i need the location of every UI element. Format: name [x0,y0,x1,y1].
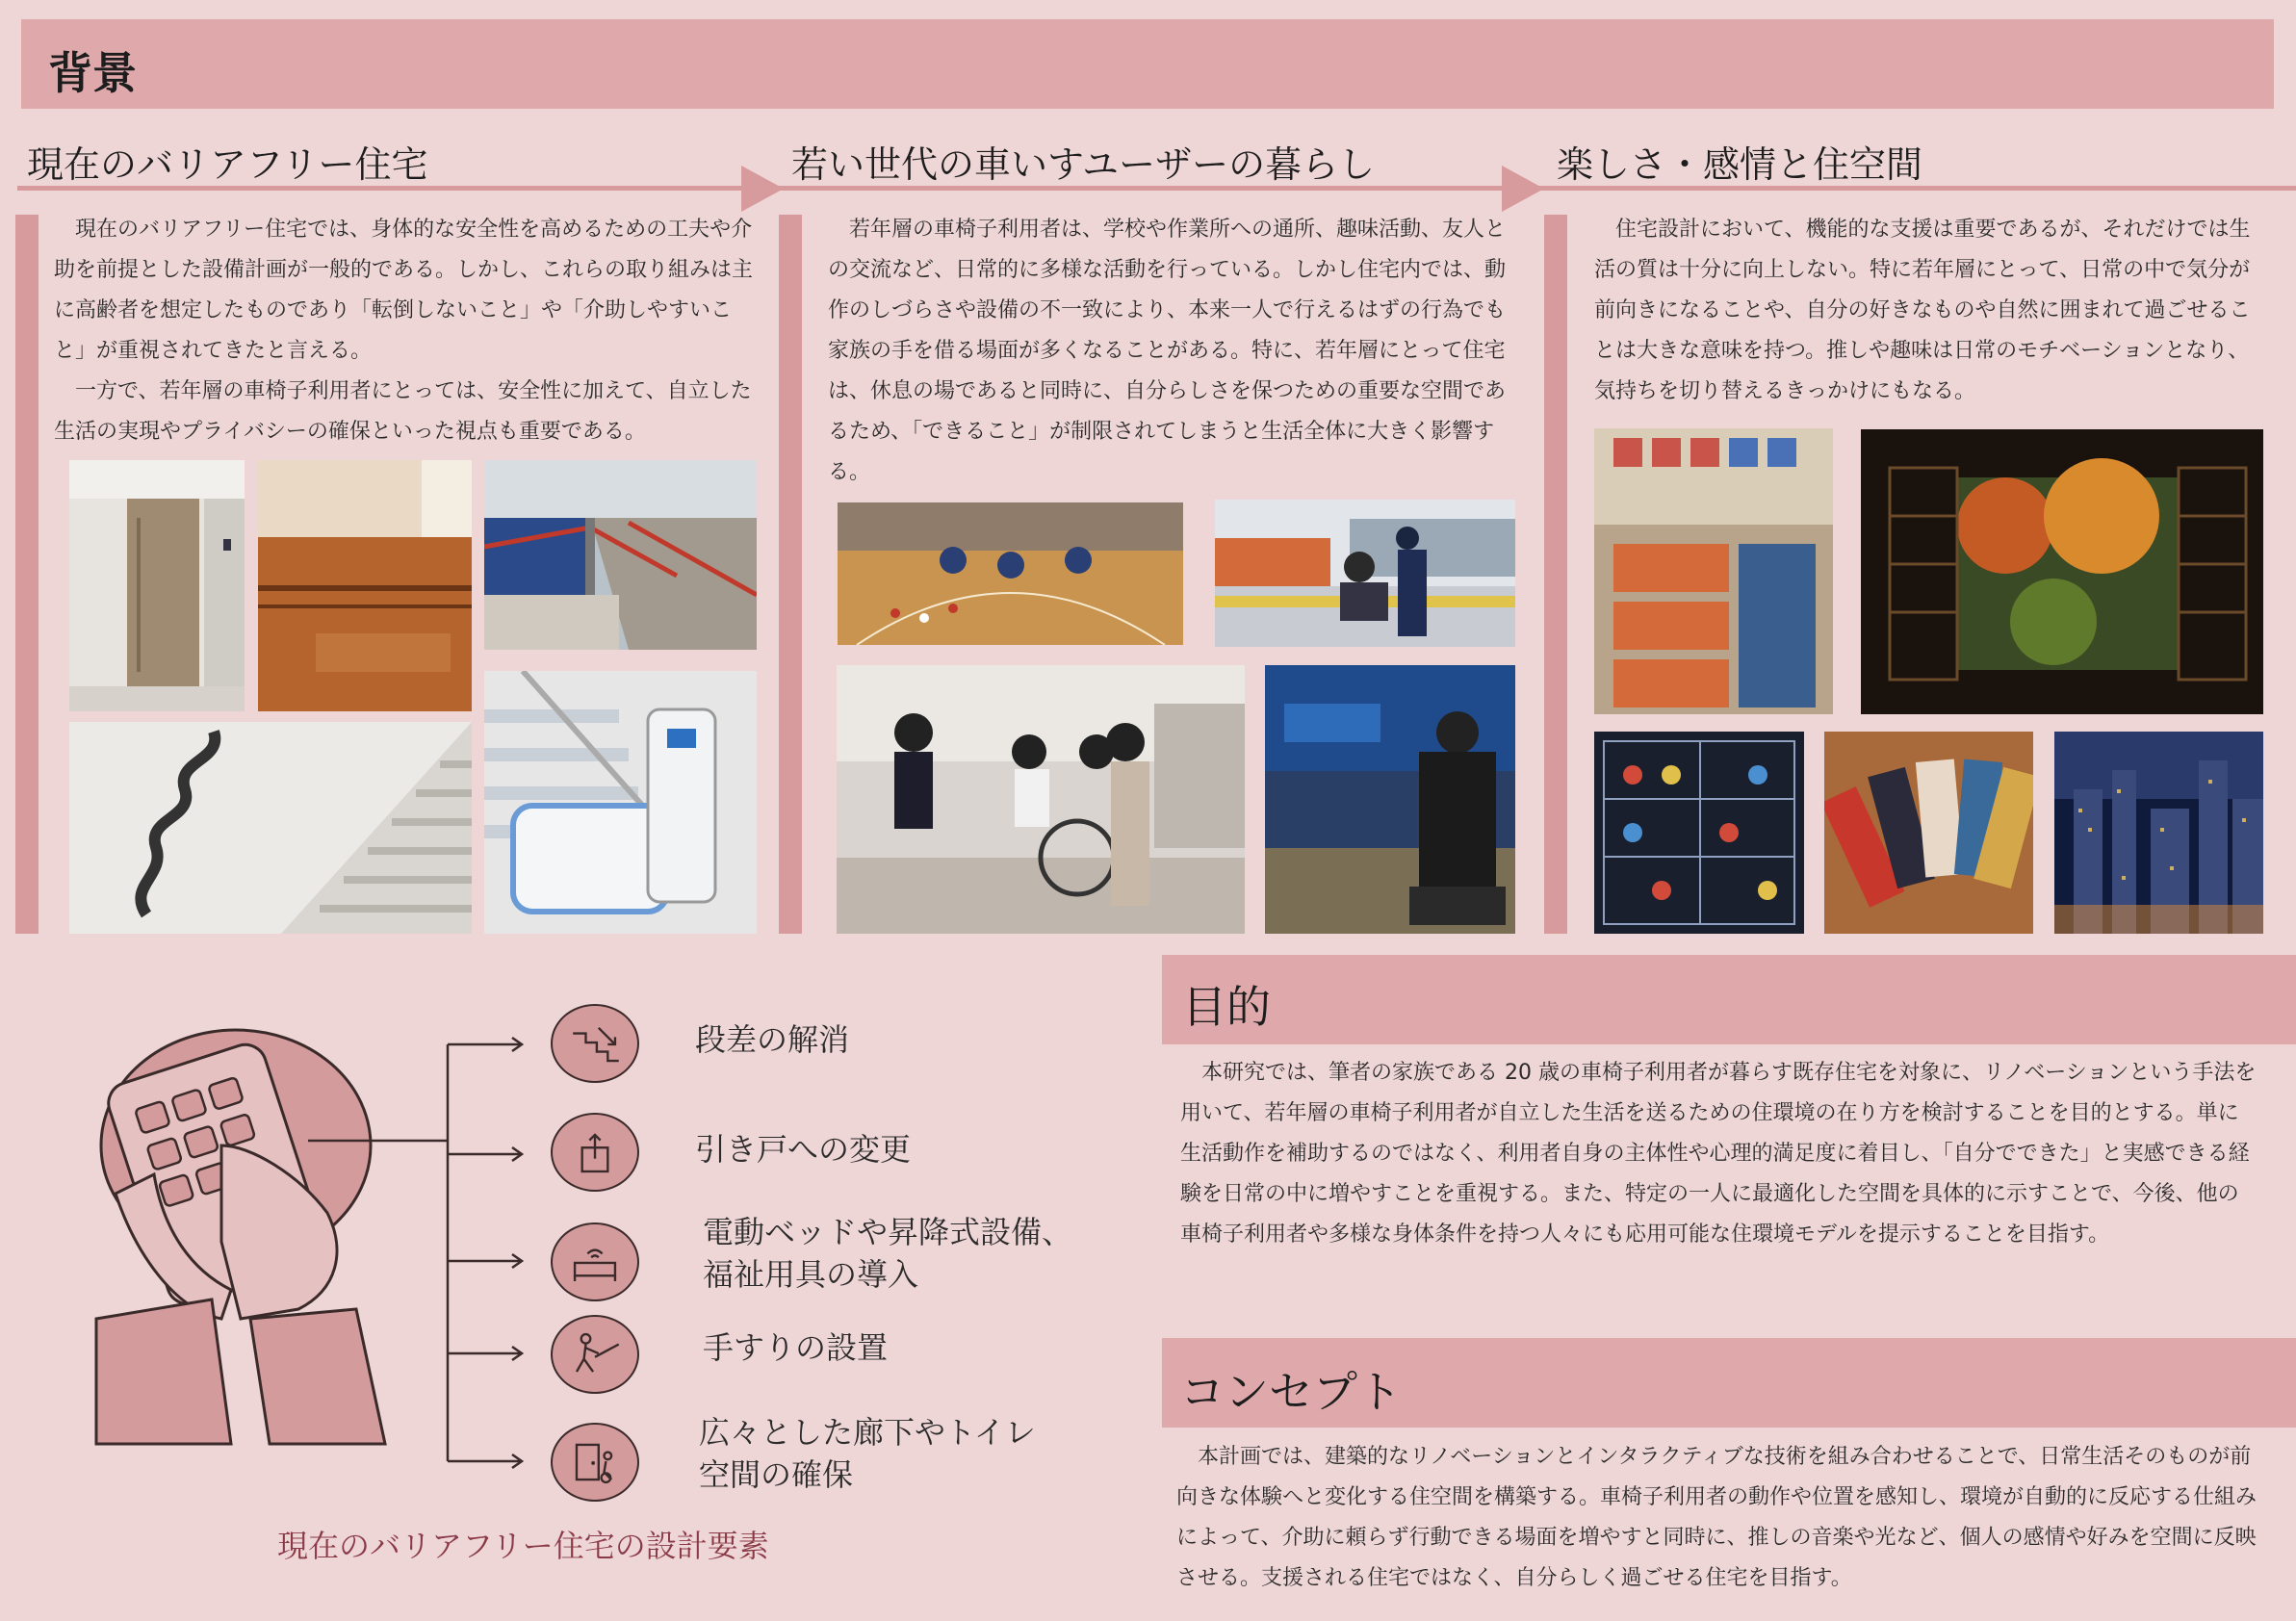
photo-boccia [838,502,1183,645]
column-1-paragraph-1: 現在のバリアフリー住宅では、身体的な安全性を高めるための工夫や介助を前提とした設備計画が一般的である。しかし、これらの取り組みは主に高齢者を想定したものであり「転倒しないこと」や「介助しやすいこと」が重視されてきたと言える。 [54,218,754,363]
design-elements-caption: 現在のバリアフリー住宅の設計要素 [277,1528,769,1564]
design-item-3-label: 電動ベッドや昇降式設備、 福祉用具の導入 [703,1214,1073,1293]
photo-train-boarding [1215,500,1515,647]
photo-concert [1265,665,1515,934]
handrail-icon [551,1315,639,1394]
design-item-1-label: 段差の解消 [695,1021,850,1058]
column-3-text [1594,210,2268,412]
flow-rule [17,186,2296,191]
header-band [21,19,2274,109]
photo-wood-floor [258,460,472,711]
photo-group-wheelchair [837,665,1245,934]
column-2-paragraph-1: 若年層の車椅子利用者は、学校や作業所への通所、趣味活動、友人との交流など、日常的に多様な活動を行っている。しかし住宅内では、動作のしづらさや設備の不一致により、本来一人で行えるはずの行為でも家族の手を借る場面が多くなることがある。特に、若年層にとって住宅は、休息の場であると同時に、自分らしさを保つための重要な空間であるため、「できること」が制限されてしまうと生活全体に大きく影響する。 [828,218,1507,484]
photo-figure-cabinet [1594,732,1804,934]
column-3-paragraph-1: 住宅設計において、機能的な支援は重要であるが、それだけでは生活の質は十分に向上しない。特に若年層にとって、日常の中で気分が前向きになることや、自分の好きなものや自然に囲まれて過ごせることは大きな意味を持つ。推しや趣味は日常のモチベーションとなり、気持ちを切り替えるきっかけにもなる。 [1594,218,2251,403]
purpose-text: 本研究では、筆者の家族である 20 歳の車椅子利用者が暮らす既存住宅を対象に、リノベーションという手法を用いて、若年層の車椅子利用者が自立した生活を送るための住環境の在り方を検討することを目的とする。単に生活動作を補助するのではなく、利用者自身の主体性や心理的満足度に着目し、「自分でできた」と実感できる経験を日常の中に増やすことを重視する。また、特定の一人に最適化した空間を具体的に示すことで、今後、他の車椅子利用者や多様な身体条件を持つ人々にも応用可能な住環境モデルを提示することを目指す。 [1180,1061,2257,1247]
photo-stair-lift [484,671,757,934]
column-1-text [54,210,761,452]
photo-photo-cards [1824,732,2033,934]
column-3-bar [1544,215,1567,934]
electric-bed-icon [551,1222,639,1301]
design-item-4-label: 手すりの設置 [703,1329,889,1366]
design-item-2-label: 引き戸への変更 [695,1131,912,1168]
page-title: 背景 [48,47,137,99]
column-1-title: 現在のバリアフリー住宅 [27,143,428,186]
sliding-door-icon [551,1113,639,1192]
toilet-space-icon [551,1423,639,1502]
column-2-bar [779,215,802,934]
column-1-paragraph-2: 一方で、若年層の車椅子利用者にとっては、安全性に加えて、自立した生活の実現やプライバシーの確保といった視点も重要である。 [54,379,752,444]
concept-text: 本計画では、建築的なリノベーションとインタラクティブな技術を組み合わせることで、日常生活そのものが前向きな体験へと変化する住空間を構築する。車椅子利用者の動作や位置を感知し、環境が自動的に反応する仕組みによって、介助に頼らず行動できる場面を増やすと同時に、推しの音楽や光など、個人の感情や好みを空間に反映させる。支援される住宅ではなく、自分らしく過ごせる住宅を目指す。 [1176,1445,2257,1590]
arrow-1-icon [741,166,784,212]
photo-night-city [2054,732,2263,934]
photo-japanese-garden-window [1861,429,2263,714]
design-item-5-label: 広々とした廊下やトイレ 空間の確保 [699,1414,1036,1493]
photo-door [69,460,245,711]
column-2-title: 若い世代の車いすユーザーの暮らし [791,143,1376,186]
concept-title: コンセプト [1180,1366,1402,1418]
column-3-title: 楽しさ・感情と住空間 [1557,143,1923,186]
purpose-band [1162,955,2296,1044]
purpose-title: 目的 [1182,981,1271,1033]
photo-manga-shelf [1594,428,1833,714]
column-2-text [828,210,1517,493]
arrow-2-icon [1502,166,1544,212]
photo-spiral-handrail [69,722,472,934]
stairs-down-icon [551,1004,639,1083]
column-1-bar [15,215,39,934]
photo-ramp [484,460,757,650]
connector-lines [308,1020,529,1482]
